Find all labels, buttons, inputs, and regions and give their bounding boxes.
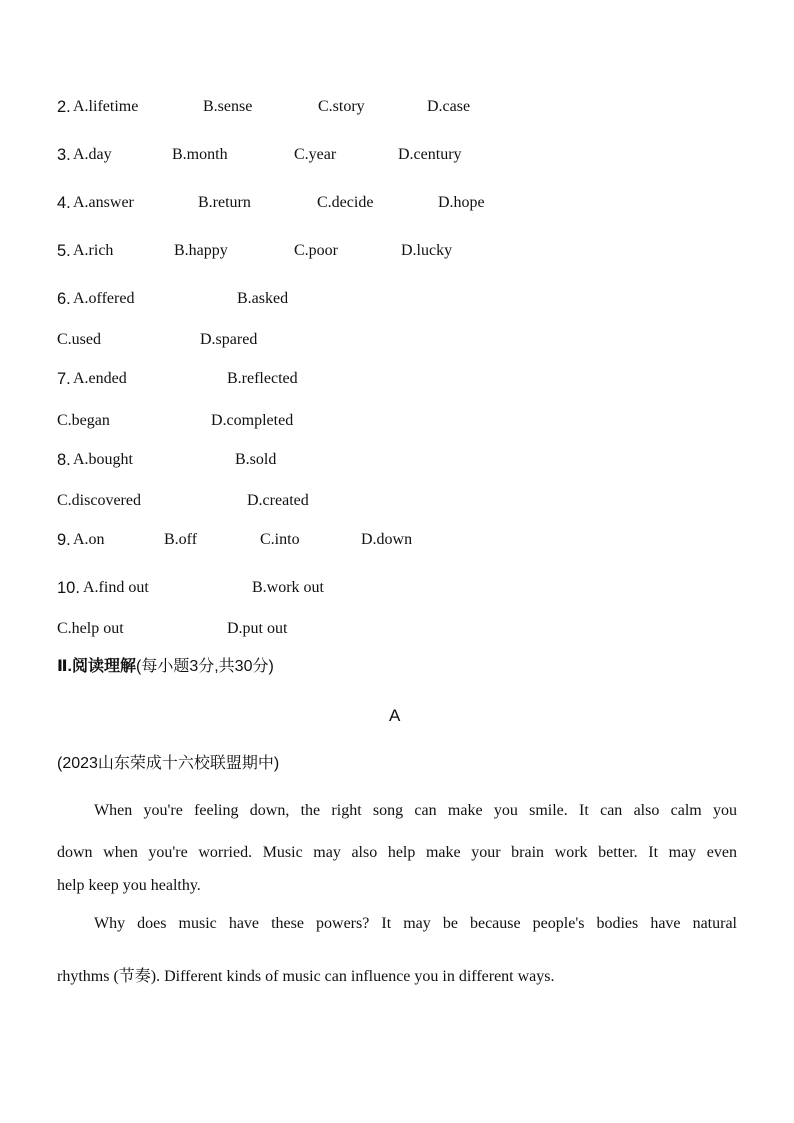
paragraph-2 <box>57 915 737 985</box>
option-a: A.find out <box>83 579 149 596</box>
option-c: C.began <box>57 412 110 429</box>
paragraph-line: rhythms (节奏). Different kinds of music can influence you in different ways. <box>57 968 555 985</box>
question-number: 4. <box>57 194 71 212</box>
question-number: 8. <box>57 451 71 469</box>
question-number: 5. <box>57 242 71 260</box>
option-d: D.completed <box>211 412 294 429</box>
option-d: D.created <box>247 492 309 509</box>
option-c: C.help out <box>57 620 124 637</box>
option-d: D.lucky <box>401 242 453 259</box>
option-b: B.work out <box>252 579 324 596</box>
option-d: D.case <box>427 98 471 115</box>
option-c: C.into <box>260 531 300 548</box>
option-a: A.offered <box>73 290 135 307</box>
option-a: A.rich <box>73 242 114 259</box>
question-number: 2. <box>57 98 71 116</box>
option-a: A.lifetime <box>73 98 139 115</box>
option-d: D.hope <box>438 194 485 211</box>
option-c: C.used <box>57 331 101 348</box>
option-a: A.ended <box>73 370 127 387</box>
option-b: B.off <box>164 531 198 548</box>
section-title-strong: Ⅱ.阅读理解 <box>57 658 136 675</box>
option-b: B.sense <box>203 98 253 115</box>
option-c: C.discovered <box>57 492 141 509</box>
option-b: B.reflected <box>227 370 298 387</box>
question-number: 6. <box>57 290 71 308</box>
question-number: 3. <box>57 146 71 164</box>
paragraph-line: Why does music have these powers? It may be because people's bodies have natural <box>94 915 737 932</box>
option-c: C.story <box>318 98 365 115</box>
section-title-scoring: (每小题3分,共30分) <box>136 658 274 675</box>
option-b: B.asked <box>237 290 289 307</box>
option-d: D.spared <box>200 331 258 348</box>
option-b: B.sold <box>235 451 277 468</box>
question-number: 10. <box>57 579 80 597</box>
option-c: C.decide <box>317 194 374 211</box>
option-c: C.year <box>294 146 337 163</box>
option-d: D.century <box>398 146 462 163</box>
option-a: A.day <box>73 146 112 163</box>
paragraph-line: down when you're worried. Music may also help make your brain work better. It may even <box>57 844 737 861</box>
option-d: D.put out <box>227 620 288 637</box>
option-d: D.down <box>361 531 413 548</box>
option-a: A.on <box>73 531 105 548</box>
option-b: B.happy <box>174 242 228 259</box>
paragraph-line: When you're feeling down, the right song can make you smile. It can also calm you <box>94 802 737 819</box>
option-a: A.bought <box>73 451 133 468</box>
paragraph-1 <box>57 802 737 902</box>
passage-letter: A <box>389 706 401 725</box>
question-number: 9. <box>57 531 71 549</box>
question-number: 7. <box>57 370 71 388</box>
option-a: A.answer <box>73 194 134 211</box>
section-title <box>57 657 274 677</box>
option-c: C.poor <box>294 242 338 259</box>
option-b: B.return <box>198 194 251 211</box>
option-b: B.month <box>172 146 228 163</box>
passage-source: (2023山东荣成十六校联盟期中) <box>57 755 280 772</box>
paragraph-line: help keep you healthy. <box>57 877 201 894</box>
